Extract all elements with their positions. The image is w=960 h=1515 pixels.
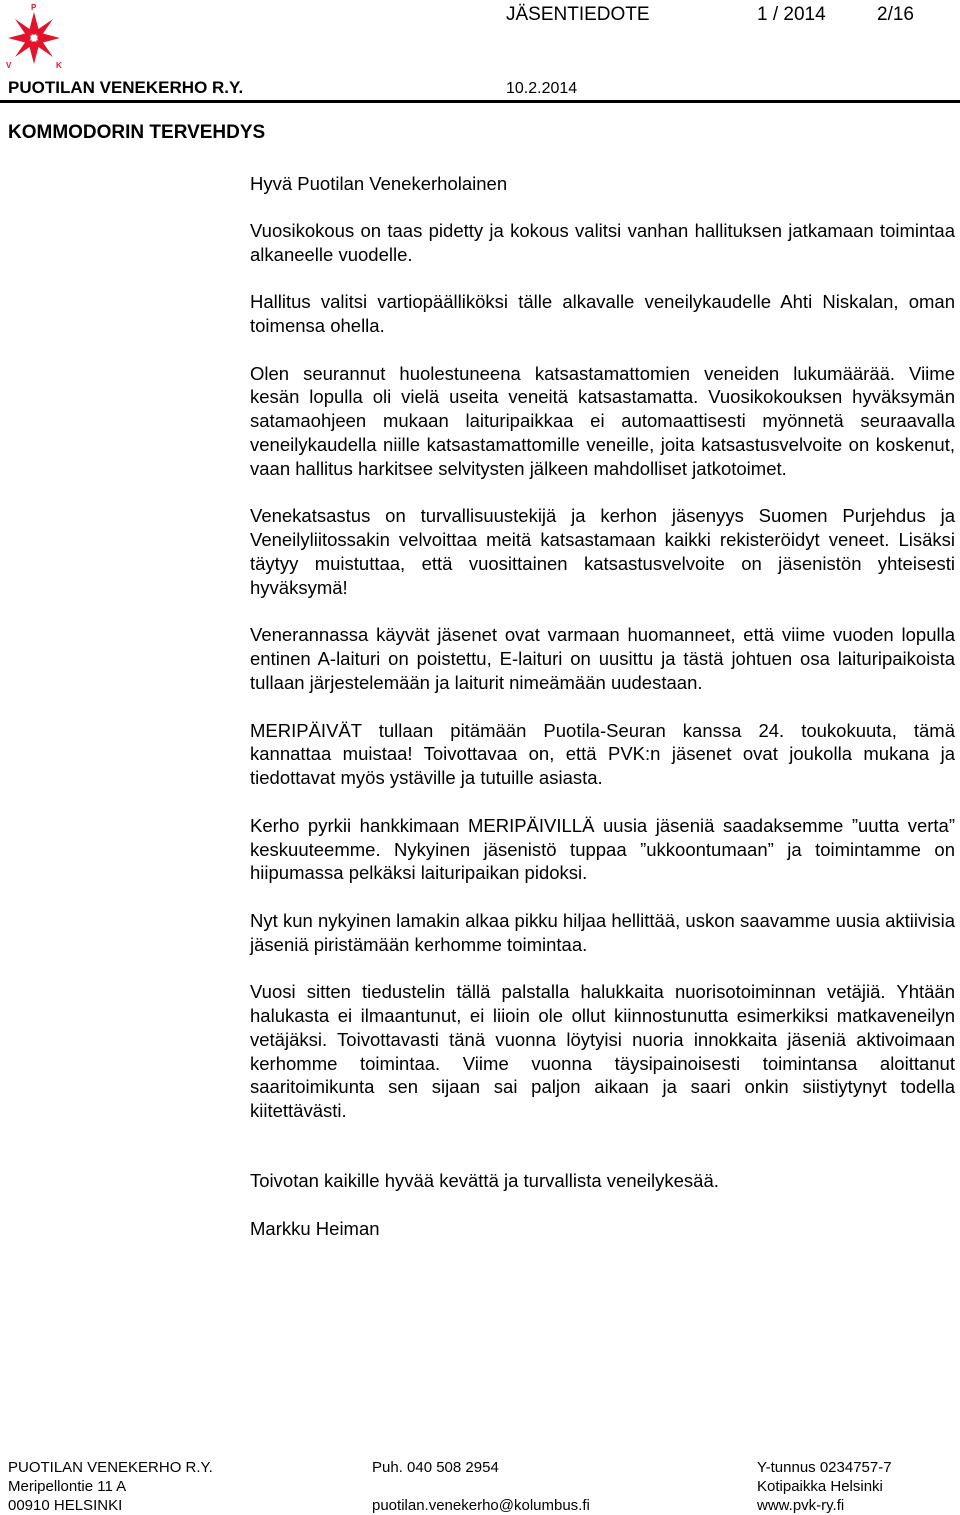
- footer-contact: [372, 1458, 590, 1515]
- letter-paragraph: Vuosi sitten tiedustelin tällä palstalla halukkaita nuorisotoiminnan vetäjiä. Yhtään halukasta ei ilmaantunut, ei liioin ole ollut kiinnostunutta esimerkiksi matkaveneilyn vetäjäksi. Toivottavasti tänä vuonna löytyisi nuoria innokkaita jäseniä aktivoimaan kerhomme toimintaa. Viime vuonna täysipainoisesti toimintansa aloittanut saaritoimikunta sen sijaan sai paljon aikaan ja saari onkin siistiytynyt todella kiitettävästi.: [250, 981, 955, 1122]
- header-org-name: PUOTILAN VENEKERHO R.Y.: [8, 78, 244, 97]
- footer-phone: Puh. 040 508 2954: [372, 1459, 499, 1476]
- logo-letter-v: V: [6, 61, 12, 70]
- logo-letter-p: P: [31, 3, 37, 12]
- header-date: 10.2.2014: [506, 80, 578, 97]
- letter-greeting: Hyvä Puotilan Venekerholainen: [250, 173, 508, 194]
- letter-closing: Toivotan kaikille hyvää kevättä ja turvallista veneilykesää.: [250, 1170, 719, 1192]
- letter-paragraph: Venekatsastus on turvallisuustekijä ja kerhon jäsenyys Suomen Purjehdus ja Veneilyliitossakin velvoittaa meitä katsastamaan kaikki rekisteröidyt veneet. Lisäksi täytyy muistuttaa, että vuosittainen katsastusvelvoite on jäsenistön yhteisesti hyväksymä!: [250, 505, 955, 598]
- footer-domicile: Kotipaikka Helsinki: [757, 1478, 883, 1495]
- footer-street: Meripellontie 11 A: [8, 1478, 127, 1495]
- footer-postal: 00910 HELSINKI: [8, 1497, 123, 1514]
- footer-business-id: Y-tunnus 0234757-7: [757, 1459, 892, 1476]
- letter-paragraph: Venerannassa käyvät jäsenet ovat varmaan huomanneet, että viime vuoden lopulla entinen A-laituri on poistettu, E-laituri on uusittu ja tästä johtuen osa laituripaikoista tullaan järjestelemään ja laiturit nimeämään uudestaan.: [250, 624, 955, 693]
- letter-paragraph: Kerho pyrkii hankkimaan MERIPÄIVILLÄ uusia jäseniä saadaksemme ”uutta verta” keskuuteemme. Nykyinen jäsenistö tuppaa ”ukkoontumaan” ja toimintamme on hiipumassa pelkäksi laituripaikan pidoksi.: [250, 814, 955, 884]
- page-number: 2/16: [877, 4, 914, 25]
- footer-business: [757, 1458, 892, 1515]
- footer-website: www.pvk-ry.fi: [757, 1497, 845, 1514]
- letter-body: [250, 172, 955, 1241]
- letter-paragraph: Olen seurannut huolestuneena katsastamattomien veneiden lukumäärää. Viime kesän lopulla oli vielä useita veneitä katsastamatta. Vuosikokouksen hyväksymän satamaohjeen mukaan laituripaikkaa ei automaattisesti myönnetä seuraavalla veneilykaudella niille katsastamattomille veneille, joita katsastusvelvoite on koskenut, vaan hallitus harkitsee selvitysten jälkeen mahdolliset jatkotoimet.: [250, 362, 955, 479]
- letter-paragraph: Vuosikokous on taas pidetty ja kokous valitsi vanhan hallituksen jatkamaan toimintaa alkaneelle vuodelle.: [250, 219, 955, 265]
- footer-org-name: PUOTILAN VENEKERHO R.Y.: [8, 1459, 213, 1476]
- issue-number: 1 / 2014: [757, 4, 826, 25]
- letter-paragraph: Hallitus valitsi vartiopäälliköksi tälle alkavalle veneilykaudelle Ahti Niskalan, oman toimensa ohella.: [250, 291, 955, 336]
- letter-paragraph: Nyt kun nykyinen lamakin alkaa pikku hiljaa hellittää, uskon saavamme uusia aktiivisia jäseniä piristämään kerhomme toimintaa.: [250, 909, 955, 955]
- compass-star-logo-icon: [4, 2, 64, 70]
- footer-email: puotilan.venekerho@kolumbus.fi: [372, 1497, 590, 1514]
- logo-letter-k: K: [56, 61, 62, 70]
- letter-signature: Markku Heiman: [250, 1217, 380, 1239]
- document-type: JÄSENTIEDOTE: [506, 4, 650, 25]
- section-heading: KOMMODORIN TERVEHDYS: [8, 122, 266, 143]
- letter-paragraph: MERIPÄIVÄT tullaan pitämään Puotila-Seuran kanssa 24. toukokuuta, tämä kannattaa muistaa! Toivottavaa on, että PVK:n jäsenet ovat joukolla mukana ja tiedottavat myös ystäville ja tutuille asiasta.: [250, 719, 955, 789]
- footer-address: [8, 1458, 213, 1515]
- header-divider: [0, 100, 960, 103]
